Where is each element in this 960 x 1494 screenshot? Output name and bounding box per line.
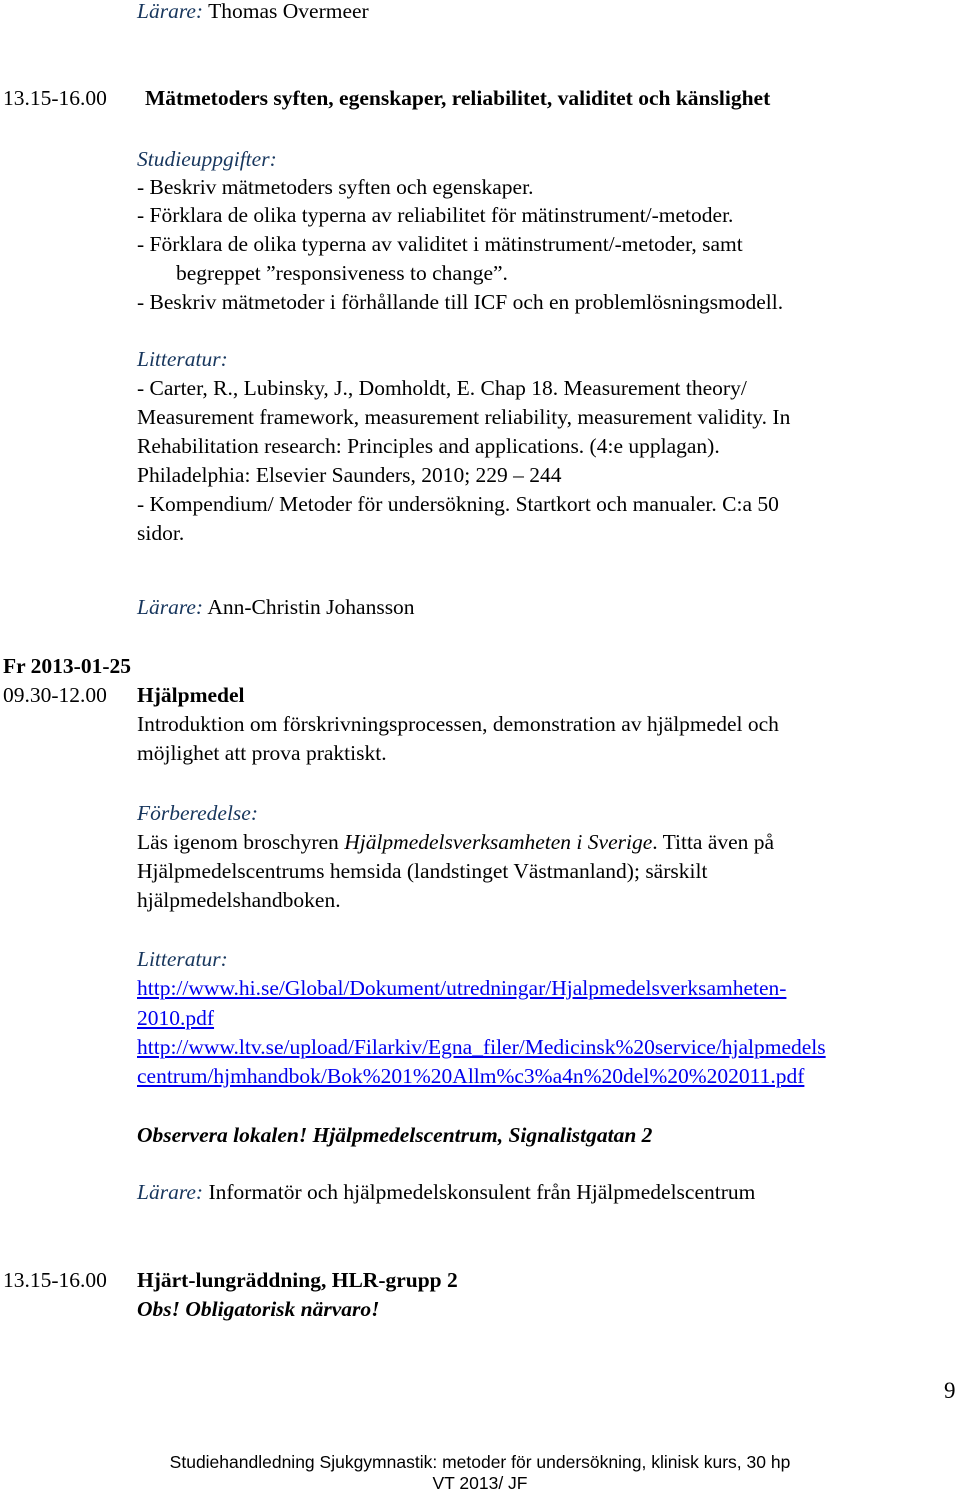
- literature-link[interactable]: http://www.hi.se/Global/Dokument/utredningar/Hjalpmedelsverksamheten-: [137, 976, 787, 1000]
- literature-line: - Carter, R., Lubinsky, J., Domholdt, E. Chap 18. Measurement theory/: [137, 376, 747, 400]
- literature-line: - Kompendium/ Metoder för undersökning. Startkort och manualer. C:a 50: [137, 492, 779, 516]
- page-number: 9: [944, 1378, 956, 1403]
- literature-line: Measurement framework, measurement reliability, measurement validity. In: [137, 405, 791, 429]
- preparation-line: hjälpmedelshandboken.: [137, 888, 341, 912]
- session-title: Hjälpmedel: [137, 683, 245, 707]
- teacher-line: [137, 593, 415, 622]
- literature-label: Litteratur:: [137, 347, 228, 371]
- task-item: - Förklara de olika typerna av validitet i mätinstrument/-metoder, samt: [137, 232, 743, 256]
- literature-link[interactable]: centrum/hjmhandbok/Bok%201%20Allm%c3%a4n%20del%20%202011.pdf: [137, 1064, 805, 1088]
- session-description: möjlighet att prova praktiskt.: [137, 741, 387, 765]
- literature-label: Litteratur:: [137, 947, 228, 971]
- teacher-name: Ann-Christin Johansson: [207, 595, 415, 619]
- literature-link[interactable]: http://www.ltv.se/upload/Filarkiv/Egna_filer/Medicinsk%20service/hjalpmedels: [137, 1035, 826, 1059]
- teacher-line: [137, 1178, 755, 1207]
- literature-line: Rehabilitation research: Principles and applications. (4:e upplagan).: [137, 434, 720, 458]
- footer-line: VT 2013/ JF: [432, 1473, 528, 1493]
- preparation-text: . Titta även på: [652, 830, 775, 854]
- teacher-label: Lärare:: [137, 595, 204, 619]
- preparation-text: Läs igenom broschyren: [137, 830, 345, 854]
- tasks-label: Studieuppgifter:: [137, 147, 277, 171]
- session-title: Hjärt-lungräddning, HLR-grupp 2: [137, 1268, 458, 1292]
- task-item-continuation: begreppet ”responsiveness to change”.: [176, 261, 508, 285]
- session-description: Introduktion om förskrivningsprocessen, demonstration av hjälpmedel och: [137, 712, 779, 736]
- session-time: 09.30-12.00: [3, 683, 107, 707]
- teacher-label: Lärare:: [137, 0, 204, 23]
- session-title: Mätmetoders syften, egenskaper, reliabilitet, validitet och känslighet: [145, 86, 771, 110]
- day-date: Fr 2013-01-25: [3, 654, 131, 678]
- brochure-title: Hjälpmedelsverksamheten i Sverige: [344, 830, 653, 854]
- preparation-line: Hjälpmedelscentrums hemsida (landstinget Västmanland); särskilt: [137, 859, 708, 883]
- footer-line: Studiehandledning Sjukgymnastik: metoder för undersökning, klinisk kurs, 30 hp: [169, 1452, 791, 1472]
- preparation-label: Förberedelse:: [137, 801, 258, 825]
- session-time: 13.15-16.00: [3, 1268, 107, 1292]
- literature-line: Philadelphia: Elsevier Saunders, 2010; 229 – 244: [137, 463, 562, 487]
- mandatory-note: Obs! Obligatorisk närvaro!: [137, 1297, 380, 1321]
- location-note: Observera lokalen! Hjälpmedelscentrum, Signalistgatan 2: [137, 1123, 653, 1147]
- literature-link[interactable]: 2010.pdf: [137, 1006, 215, 1030]
- teacher-name: Informatör och hjälpmedelskonsulent från Hjälpmedelscentrum: [208, 1180, 756, 1204]
- teacher-label: Lärare:: [137, 1180, 204, 1204]
- task-item: - Beskriv mätmetoder i förhållande till ICF och en problemlösningsmodell.: [137, 290, 784, 314]
- task-item: - Förklara de olika typerna av reliabilitet för mätinstrument/-metoder.: [137, 203, 734, 227]
- session-time: 13.15-16.00: [3, 86, 107, 110]
- literature-line: sidor.: [137, 521, 185, 545]
- teacher-line: [137, 0, 369, 26]
- preparation-line: [137, 828, 774, 857]
- teacher-name: Thomas Overmeer: [208, 0, 369, 23]
- task-item: - Beskriv mätmetoders syften och egenskaper.: [137, 175, 534, 199]
